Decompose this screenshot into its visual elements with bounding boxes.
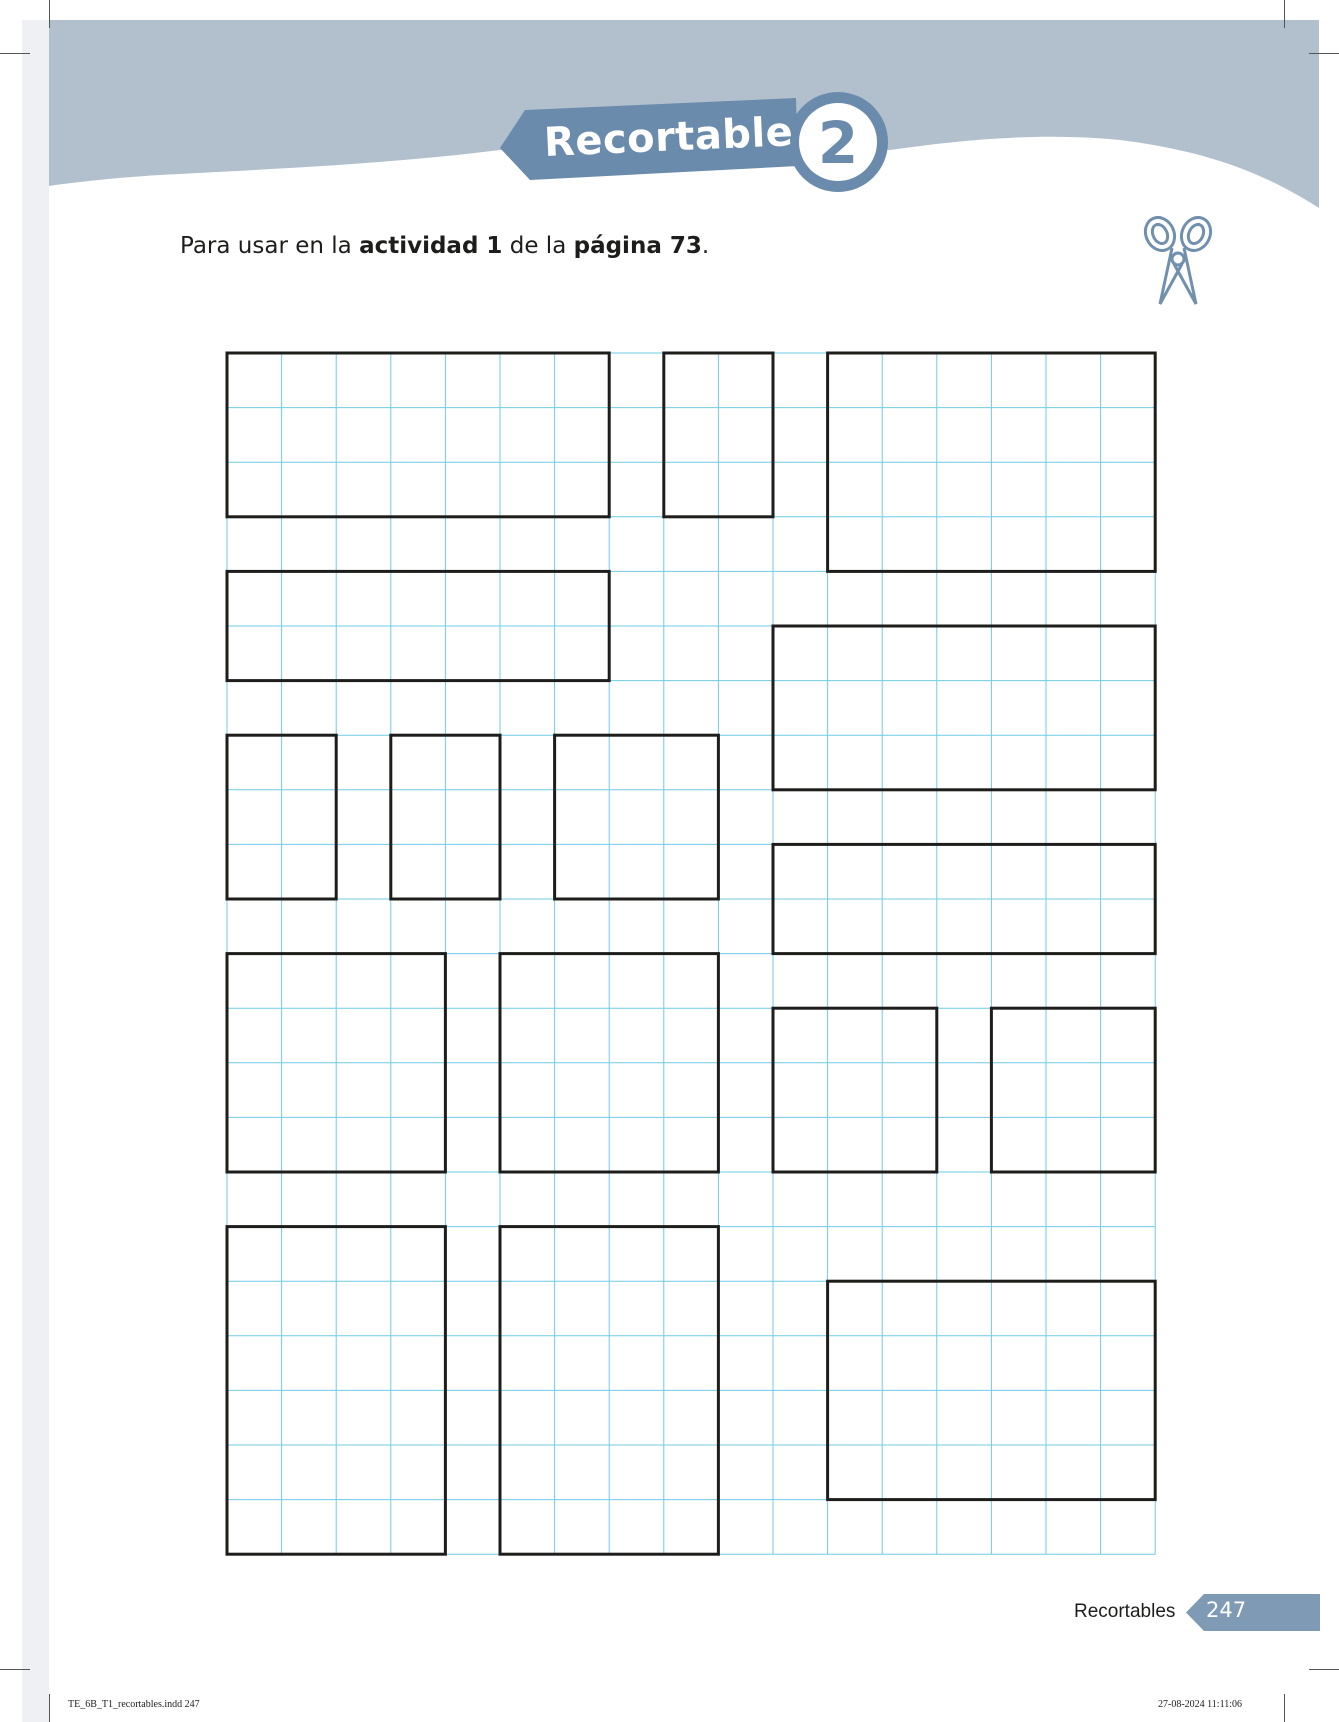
crop-mark — [1309, 53, 1339, 54]
page-title: Recortable — [542, 109, 795, 166]
crop-mark — [1309, 1669, 1339, 1670]
recortable-number: 2 — [817, 109, 859, 177]
crop-mark — [0, 1669, 30, 1670]
cutout-rectangle — [773, 626, 1155, 790]
instruction-text: Para usar en la actividad 1 de la página 73. — [180, 233, 710, 259]
crop-mark — [49, 0, 50, 28]
crop-mark — [1284, 1694, 1285, 1722]
slug-timestamp: 27-08-2024 11:11:06 — [1158, 1699, 1242, 1710]
crop-mark — [0, 53, 30, 54]
crop-mark — [49, 1694, 50, 1722]
cutout-rectangle — [773, 1008, 937, 1172]
page-ref: página 73 — [573, 233, 702, 259]
crop-mark — [1284, 0, 1285, 28]
slug-filename: TE_6B_T1_recortables.indd 247 — [68, 1699, 200, 1710]
activity-ref: actividad 1 — [359, 233, 503, 259]
cutout-rectangle — [227, 353, 609, 517]
cutout-rectangle — [555, 735, 719, 899]
page-number: 247 — [1206, 1598, 1247, 1622]
footer-section: Recortables — [1074, 1601, 1176, 1622]
cutout-rectangle — [991, 1008, 1155, 1172]
